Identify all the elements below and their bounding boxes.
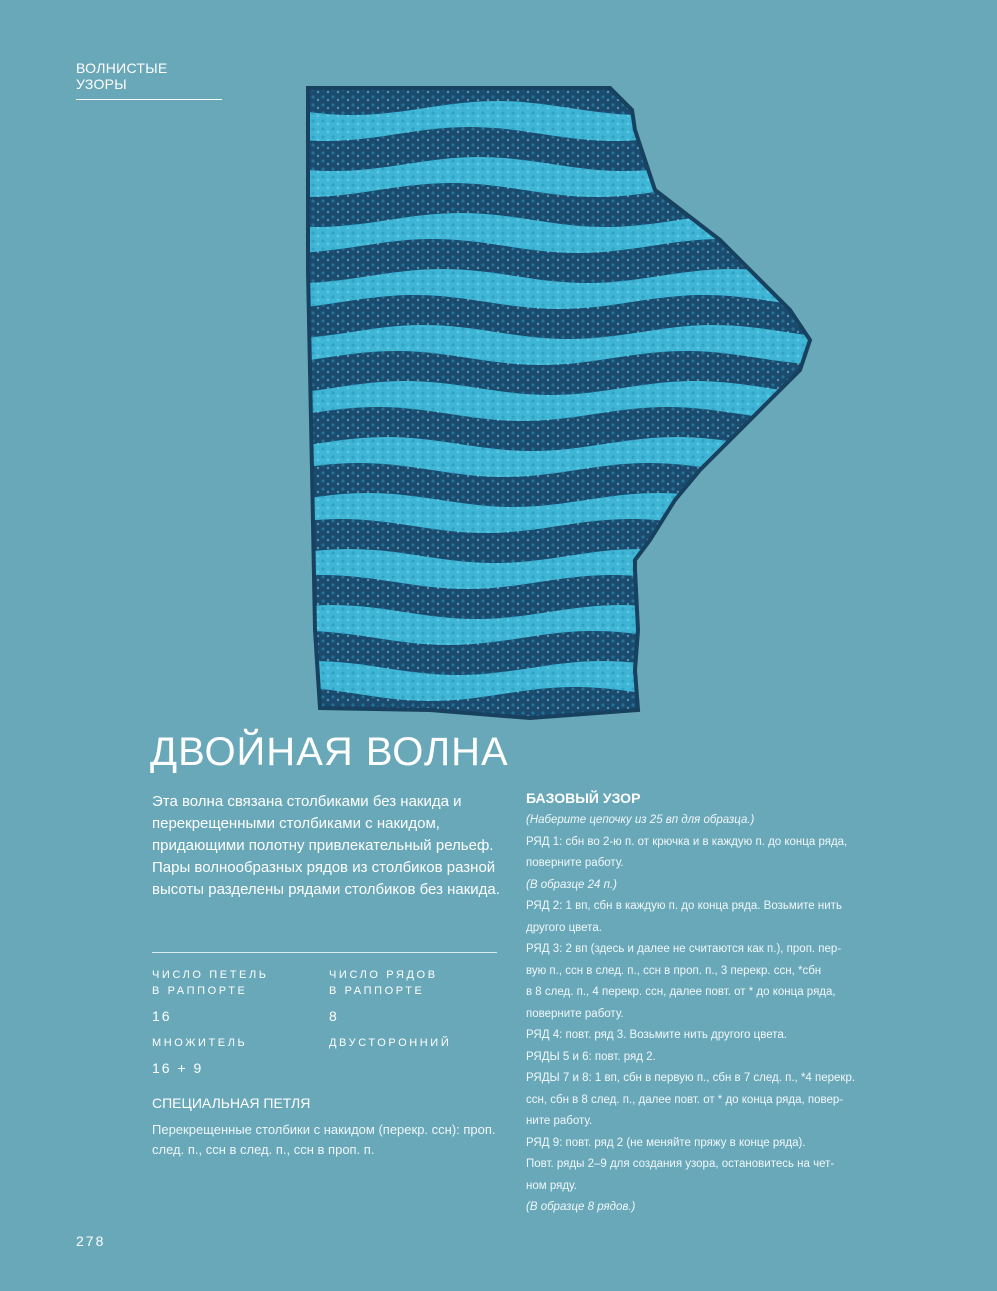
special-stitch-heading: СПЕЦИАЛЬНАЯ ПЕТЛЯ bbox=[152, 1095, 311, 1111]
instruction-line: другого цвета. bbox=[526, 921, 602, 934]
instruction-line: РЯД 1: сбн во 2-ю п. от крючка и в каждую п. до конца ряда, bbox=[526, 835, 848, 848]
stitch-count-value: 16 bbox=[152, 1008, 172, 1024]
pattern-instructions bbox=[526, 810, 886, 1219]
pattern-heading: БАЗОВЫЙ УЗОР bbox=[526, 790, 641, 806]
row-count-value: 8 bbox=[329, 1008, 339, 1024]
stitch-count-label-line2: В РАППОРТЕ bbox=[152, 985, 248, 997]
instruction-line: поверните работу. bbox=[526, 1007, 624, 1020]
instruction-line: ссн, сбн в 8 след. п., далее повт. от * до конца ряда, повер- bbox=[526, 1093, 844, 1106]
section-header: ВОЛНИСТЫЕ УЗОРЫ bbox=[76, 60, 222, 100]
instruction-line: ните работу. bbox=[526, 1115, 593, 1127]
row-count-label bbox=[329, 967, 438, 999]
special-stitch-text: Перекрещенные столбики с накидом (перекр. ссн): проп. след. п., ссн в след. п., ссн в проп. п. bbox=[152, 1122, 496, 1157]
instruction-line: РЯД 4: повт. ряд 3. Возьмите нить другого цвета. bbox=[526, 1029, 787, 1041]
instruction-line: в 8 след. п., 4 перекр. ссн, далее повт. от * до конца ряда, bbox=[526, 986, 836, 998]
multiple-value: 16 + 9 bbox=[152, 1060, 204, 1076]
instruction-line: РЯД 3: 2 вп (здесь и далее не считаются как п.), проп. пер- bbox=[526, 943, 842, 955]
instruction-line: РЯДЫ 7 и 8: 1 вп, сбн в первую п., сбн в 7 след. п., *4 перекр. bbox=[526, 1072, 856, 1084]
divider bbox=[152, 952, 497, 953]
instruction-line: ном ряду. bbox=[526, 1179, 577, 1192]
instruction-line: (В образце 24 п.) bbox=[526, 878, 617, 891]
row-count-label-line2: В РАППОРТЕ bbox=[329, 985, 425, 997]
instruction-line: РЯД 9: повт. ряд 2 (не меняйте пряжу в конце ряда). bbox=[526, 1136, 806, 1149]
reversible-label: ДВУСТОРОННИЙ bbox=[329, 1037, 452, 1049]
instruction-line: (Наберите цепочку из 25 вп для образца.) bbox=[526, 814, 755, 826]
instruction-line: поверните работу. bbox=[526, 857, 624, 869]
pattern-title: ДВОЙНАЯ ВОЛНА bbox=[150, 730, 509, 774]
instruction-line: вую п., ссн в след. п., ссн в проп. п., 3 перекр. ссн, *сбн bbox=[526, 964, 822, 977]
instruction-line: РЯДЫ 5 и 6: повт. ряд 2. bbox=[526, 1050, 656, 1063]
stitch-count-label bbox=[152, 967, 269, 999]
instruction-line: Повт. ряды 2–9 для создания узора, остановитесь на чет- bbox=[526, 1158, 835, 1170]
instruction-line: (В образце 8 рядов.) bbox=[526, 1201, 636, 1213]
stitch-count-label-line1: ЧИСЛО ПЕТЕЛЬ bbox=[152, 969, 269, 981]
page-number: 278 bbox=[76, 1233, 106, 1249]
crochet-swatch-image bbox=[280, 70, 860, 730]
instruction-line: РЯД 2: 1 вп, сбн в каждую п. до конца ряда. Возьмите нить bbox=[526, 900, 842, 912]
multiple-label: МНОЖИТЕЛЬ bbox=[152, 1037, 248, 1049]
intro-paragraph: Эта волна связана столбиками без накида и перекрещенными столбиками с накидом, придающими полотну привлекательный рельеф. Пары волнообразных рядов из столбиков разной высоты разделены рядами столбиков без накида. bbox=[152, 793, 500, 898]
row-count-label-line1: ЧИСЛО РЯДОВ bbox=[329, 969, 438, 981]
